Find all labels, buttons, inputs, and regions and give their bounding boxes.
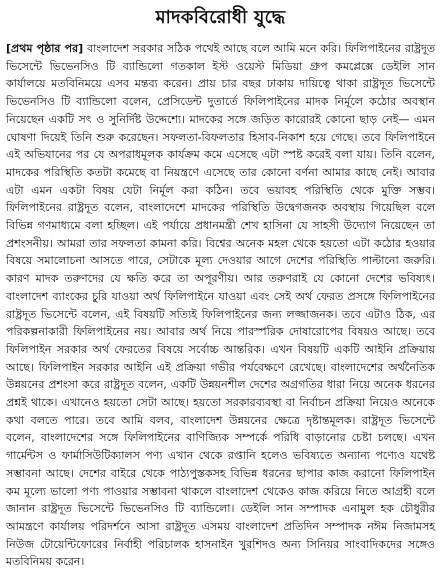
article-body-paragraph <box>6 40 435 571</box>
article-headline: মাদকবিরোধী যুদ্ধে <box>155 7 286 28</box>
continued-from-front-page-label: [প্রথম পৃষ্ঠার পর] <box>6 42 84 55</box>
article-body-text: বাংলাদেশ সরকার সঠিক পথেই আছে বলে আমি মনে করি। ফিলিপাইনের রাষ্ট্রদূত ভিসেন্টে ভিভেনসিও টি ব্যান্ডিলো গতকাল ইস্ট ওয়েস্ট মিডিয়া গ্রুপ কমপ্লেক্সে ডেইলি সান কার্যালয়ে মতবিনিময়ে এসব মন্তব্য করেন। প্রায় চার বছর ঢাকায় দায়িত্বে থাকা রাষ্ট্রদূত ভিসেন্টে ভিভেনসিও টি ব্যান্ডিলো বলেন, প্রেসিডেন্ট দুতার্তে ফিলিপাইনের মাদক নির্মূলে কঠোর অবস্থান নিয়েছেন একটি সৎ ও সুনির্দিষ্ট উদ্দেশ্যে। মাদকের সঙ্গে জড়িত কারোরই কোনো ছাড় নেই— এমন ঘোষণা দিয়েই তিনি শুরু করেছেন। সফলতা-বিফলতার হিসাব-নিকাশ হয়ে গেছে। তবে ফিলিপাইনে এই অভিযানের পর যে অপরাধমূলক কার্যক্রম কমে এসেছে এটা স্পষ্ট করেই বলা যায়। তিনি বলেন, মাদকের পরিস্থিতি কতটা কমেছে বা নিয়ন্ত্রণে এসেছে তার কোনো বর্ণনা আমার কাছে নেই। আবার এটা এমন একটা বিষয় যেটা নির্মূল করা কঠিন। তবে ভয়াবহ পরিস্থিতি থেকে মুক্তি সম্ভব। ফিলিপাইনের রাষ্ট্রদূত বলেন, বাংলাদেশে মাদকের পরিস্থিতি উদ্বেগজনক অবস্থায় গিয়েছিল বলে বিভিন্ন গণমাধ্যমে বলা হচ্ছিল। এই পর্যায়ে প্রধানমন্ত্রী শেখ হাসিনা যে সাহসী উদ্যোগ নিয়েছেন তা প্রশংসনীয়। আমরা তার সফলতা কামনা করি। বিশ্বের অনেক মহল থেকে হয়তো এটা কঠোর হওয়ার বিষয়ে সমালোচনা আসতে পারে, সেটাকে মূল্য দেওয়ার আগে দেশের পরিস্থিতি পাল্টানো জরুরি। কারণ মাদক তরুণদের যে ক্ষতি করে তা অপূরণীয়। আর তরুণরাই যে কোনো দেশের ভবিষ্যৎ। বাংলাদেশ ব্যাংকের চুরি যাওয়া অর্থ ফিলিপাইনে যাওয়া এবং সেই অর্থ ফেরত প্রসঙ্গে ফিলিপাইনের রাষ্ট্রদূত ভিসেন্টে বলেন, এই বিষয়টি সত্যিই ফিলিপাইনের জন্য লজ্জাজনক। তবে এটাও ঠিক, এর পরিকল্পনাকারী ফিলিপাইনের নয়। আবার অর্থ নিয়ে পারস্পরিক দোষারোপের বিষয়ও আছে। তবে ফিলিপাইন সরকার অর্থ ফেরতের বিষয়ে সর্বোচ্চ আন্তরিক। এখন বিষয়টি একটি আইনি প্রক্রিয়ায় আছে। ফিলিপাইন সরকার আইনি এই প্রক্রিয়া গভীর পর্যবেক্ষণে রেখেছে। বাংলাদেশের অর্থনৈতিক উন্নয়নের প্রশংসা করে রাষ্ট্রদূত বলেন, একটি উন্নয়নশীল দেশের অগ্রগতির ধারা নিয়ে অনেক ধরনের প্রশ্নই থাকে। এখানেও হয়তো সেটা আছে। হয়তো সরকারব্যবস্থা বা নির্বাচন প্রক্রিয়া নিয়েও অনেকে কথা বলতে পারে। তবে আমি বলব, বাংলাদেশ উন্নয়নের ক্ষেত্রে দৃষ্টান্তমূলক। রাষ্ট্রদূত ভিসেন্টে বলেন, বাংলাদেশের সঙ্গে ফিলিপাইনের বাণিজ্যিক সম্পর্কে পরিধি বাড়ানোর চেষ্টা চলছে। এখন গার্মেন্টস ও ফার্মাসিউটিক্যালস পণ্য এখান থেকে রপ্তানি হলেও ভবিষ্যতে অন্যান্য পণ্যেও যথেষ্ট সম্ভাবনা আছে। দেশের বাইরে থেকে পাঠ্যপুস্তকসহ বিভিন্ন ধরনের ছাপার কাজ করানো ফিলিপাইন কম মূল্যে ভালো পণ্য পাওয়ার সম্ভাবনা থাকলে বাংলাদেশ থেকেও কাজ করিয়ে নিতে আগ্রহী বলে জানান রাষ্ট্রদূত ভিসেন্টে ভিভেনসিও টি ব্যান্ডিলো। ডেইলি সান সম্পাদক এনামুল হক চৌধুরীর আমন্ত্রণে কার্যালয় পরিদর্শনে আসা রাষ্ট্রদূত এসময় বাংলাদেশ প্রতিদিন সম্পাদক নঈম নিজামসহ নিউজ টোয়েন্টিফোরের নির্বাহী পরিচালক হাসনাইন খুরশিদও অন্য সিনিয়র সাংবাদিকদের সঙ্গেও মতবিনিময় করেন। <box>6 42 436 569</box>
headline-area <box>6 0 435 40</box>
